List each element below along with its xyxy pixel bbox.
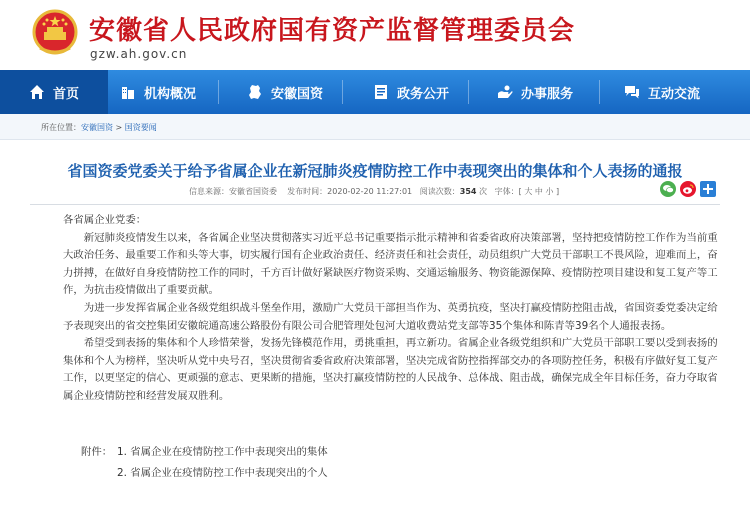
article-body — [63, 212, 718, 406]
nav-item-gov-affairs[interactable] — [343, 70, 468, 114]
font-size-medium-link[interactable]: 中 — [534, 187, 543, 196]
breadcrumb-link-news[interactable]: 国资要闻 — [124, 123, 157, 132]
national-emblem-icon[interactable] — [30, 8, 80, 58]
chat-icon — [624, 84, 640, 100]
weibo-icon[interactable] — [680, 181, 696, 197]
font-size-large-link[interactable]: 大 — [524, 187, 533, 196]
attachments-label: 附件： — [81, 446, 113, 458]
nav-item-label: 首页 — [52, 86, 79, 102]
attachment-row — [81, 463, 328, 484]
paragraph: 新冠肺炎疫情发生以来，各省属企业坚决贯彻落实习近平总书记重要指示批示精神和省委省政府决策部署，坚持把疫情防控工作作为当前重大政治任务、最重要工作和头等大事，切实履行国有企业政治责任、经济责任和社会责任，动员组织广大党员干部职工不畏风险，迎难而上，奋力拼搏，在做好自身疫情防控工作的同时，千方百计做好紧缺医疗物资采购、交通运输服务、物资能源保障、疫情防控项目建设和复工复产等工作，为抗击疫情做出了重要贡献。 — [63, 231, 718, 297]
attachment-row — [81, 442, 328, 463]
article-title: 省国资委党委关于给予省属企业在新冠肺炎疫情防控工作中表现突出的集体和个人表扬的通报 — [67, 162, 683, 180]
breadcrumb-link-anhui-sasac[interactable]: 安徽国资 — [81, 123, 113, 132]
share-bar — [660, 181, 716, 197]
nav-item-label: 安徽国资 — [271, 86, 324, 102]
building-icon — [120, 84, 136, 100]
breadcrumb-prefix: 所在位置： — [41, 123, 81, 132]
views-count: 354 — [459, 187, 477, 196]
site-header — [0, 0, 750, 70]
paragraph: 希望受到表扬的集体和个人珍惜荣誉，发扬先锋模范作用，勇挑重担，再立新功。省属企业各级党组织和广大党员干部职工要以受到表扬的集体和个人为榜样，坚决听从党中央号召，坚决贯彻省委省政府决策部署，坚决完成省防控指挥部交办的各项防控任务，积极有序做好复工复产工作，以更坚定的信心、更顽强的意志、更果断的措施，坚决打赢疫情防控的人民战争、总体战、阻击战，确保完成全年目标任务，奋力夺取省属企业疫情防控和经营发展双胜利。 — [63, 337, 718, 402]
breadcrumb — [0, 114, 750, 140]
nav-item-home[interactable] — [0, 70, 108, 114]
nav-item-label: 政务公开 — [397, 86, 450, 102]
more-share-icon[interactable] — [700, 181, 716, 197]
nav-item-services[interactable] — [469, 70, 599, 114]
views-label: 阅读次数： — [419, 187, 460, 196]
nav-item-label: 办事服务 — [521, 86, 574, 102]
map-icon — [247, 84, 263, 100]
font-size-label: 字体： — [494, 187, 519, 196]
nav-item-interaction[interactable] — [600, 70, 720, 114]
document-icon — [373, 84, 389, 100]
time-value: 2020-02-20 11:27:01 — [327, 187, 413, 196]
nav-item-label: 机构概况 — [144, 86, 197, 102]
nav-item-org[interactable] — [108, 70, 218, 114]
paragraph: 为进一步发挥省属企业各级党组织战斗堡垒作用，激励广大党员干部担当作为、英勇抗疫，坚决打赢疫情防控阻击战，省国资委党委决定给予表现突出的省交控集团安徽皖通高速公路股份有限公司合肥管理处包河大道收费站党支部等35个集体和陈青等39名个人通报表扬。 — [63, 301, 718, 332]
source-label: 信息来源： — [189, 187, 229, 196]
nav-item-label: 互动交流 — [648, 86, 701, 102]
attachments — [81, 442, 328, 484]
article-meta — [189, 186, 559, 197]
breadcrumb-separator: > — [113, 123, 125, 132]
font-size-open-bracket: [ — [518, 187, 522, 196]
time-label: 发布时间： — [287, 187, 328, 196]
wechat-icon[interactable] — [660, 181, 676, 197]
home-icon — [29, 84, 45, 100]
service-icon — [497, 84, 513, 100]
font-size-small-link[interactable]: 小 — [545, 187, 554, 196]
nav-item-anhui-sasac[interactable] — [219, 70, 342, 114]
site-domain: gzw.ah.gov.cn — [90, 47, 188, 61]
source-value: 安徽省国资委 — [229, 187, 277, 196]
attachment-item[interactable]: 1. 省属企业在疫情防控工作中表现突出的集体 — [117, 446, 328, 458]
font-size-close-bracket: ] — [555, 187, 560, 196]
greeting: 各省属企业党委： — [63, 214, 147, 226]
attachment-item[interactable]: 2. 省属企业在疫情防控工作中表现突出的个人 — [117, 467, 328, 479]
main-nav — [0, 70, 750, 114]
site-title[interactable]: 安徽省人民政府国有资产监督管理委员会 — [89, 16, 576, 46]
views-unit: 次 — [479, 187, 488, 196]
content-divider — [30, 204, 720, 205]
